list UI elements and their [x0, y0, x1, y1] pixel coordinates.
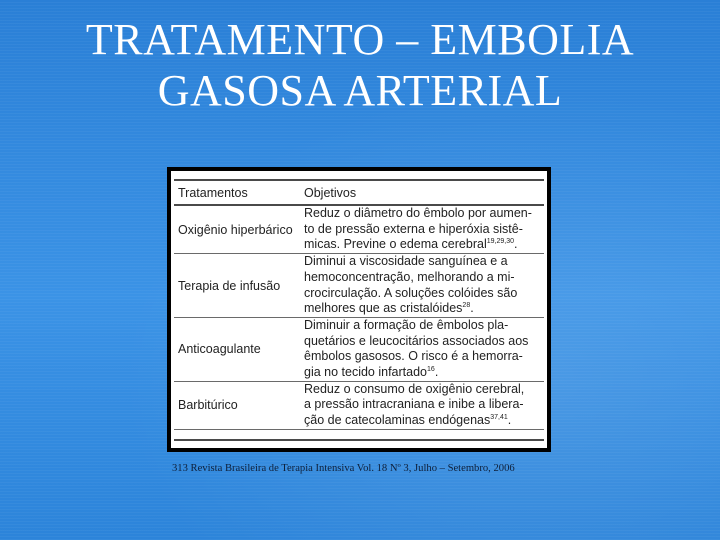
- objective-line: Reduz o consumo de oxigênio cerebral,: [304, 381, 525, 396]
- table-row: [174, 254, 544, 318]
- objective-line: Reduz o diâmetro do êmbolo por aumen-: [304, 206, 532, 220]
- objective-end: .: [434, 365, 439, 380]
- objective-line: [304, 237, 544, 253]
- objective-line: [304, 365, 544, 381]
- header-tratamentos: Tratamentos: [178, 186, 248, 200]
- reference-superscript: 16: [427, 365, 435, 373]
- table-row: [174, 206, 544, 254]
- treatment-name: Oxigênio hiperbárico: [178, 222, 293, 237]
- header-objetivos: Objetivos: [304, 186, 357, 200]
- reference-superscript: 37,41: [490, 413, 508, 421]
- objective-text: gia no tecido infartado: [304, 365, 428, 380]
- objective-line: quetários e leucocitários associados aos: [304, 333, 529, 348]
- slide-title-line-1: TRATAMENTO – EMBOLIA: [85, 15, 635, 64]
- objective-text: melhores que as cristalóides: [304, 301, 463, 316]
- objective-line: crocirculação. A soluções colóides são: [304, 285, 518, 300]
- table-top-rule: [174, 179, 544, 181]
- objective-line: a pressão intracraniana e inibe a libera-: [304, 397, 524, 412]
- treatment-objective: [300, 318, 544, 381]
- objective-line: êmbolos gasosos. O risco é a hemorra-: [304, 349, 523, 364]
- table-row: [174, 382, 544, 430]
- objective-line: [304, 413, 544, 429]
- objective-end: .: [507, 413, 512, 428]
- treatment-name: Terapia de infusão: [178, 278, 281, 293]
- objective-line: Diminui a viscosidade sanguínea e a: [304, 254, 508, 269]
- treatment-table: [171, 171, 547, 448]
- objective-end: .: [513, 237, 518, 252]
- objective-line: hemoconcentração, melhorando a mi-: [304, 269, 515, 284]
- objective-text: ção de catecolaminas endógenas: [304, 413, 491, 428]
- objective-line: [304, 301, 544, 317]
- treatment-name: Anticoagulante: [178, 342, 261, 357]
- slide-title-line-2: GASOSA ARTERIAL: [157, 66, 563, 115]
- treatment-objective: [300, 206, 544, 253]
- table-bottom-rule: [174, 439, 544, 441]
- source-citation: 313 Revista Brasileira de Terapia Intensiva Vol. 18 Nº 3, Julho – Setembro, 2006: [172, 463, 515, 474]
- treatment-name: Barbitúrico: [178, 398, 238, 413]
- table-row: [174, 318, 544, 382]
- objective-end: .: [470, 301, 474, 316]
- reference-superscript: 28: [462, 302, 471, 310]
- treatment-table-image: [167, 167, 551, 452]
- treatment-objective: [300, 254, 544, 317]
- slide-title: [0, 14, 720, 116]
- table-header-row: [174, 185, 544, 201]
- reference-superscript: 19,29,30: [486, 238, 514, 246]
- objective-line: to de pressão externa e hiperóxia sistê-: [304, 221, 523, 236]
- objective-line: Diminuir a formação de êmbolos pla-: [304, 317, 509, 332]
- treatment-objective: [300, 382, 544, 429]
- objective-text: micas. Previne o edema cerebral: [304, 237, 487, 252]
